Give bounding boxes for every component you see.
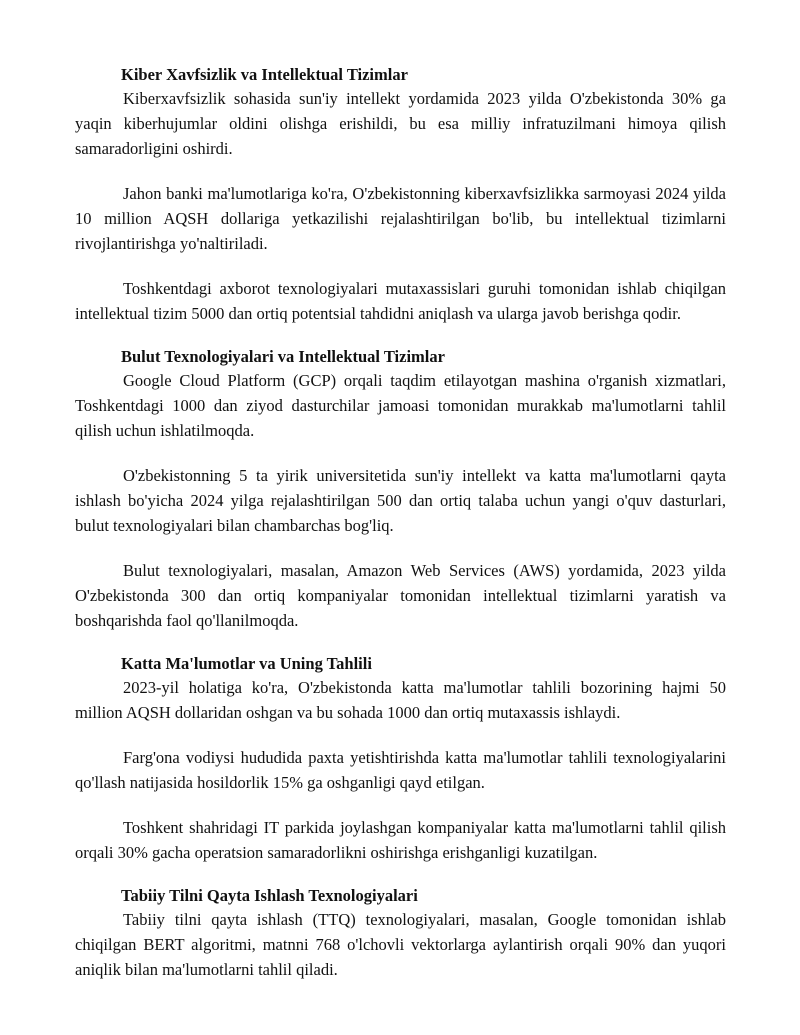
section-cloud [75,346,726,633]
paragraph: Toshkent shahridagi IT parkida joylashgan kompaniyalar katta ma'lumotlarni tahlil qilish orqali 30% gacha operatsion samaradorlikni oshirishga erishganligi kuzatilgan. [75,818,726,862]
paragraph: Google Cloud Platform (GCP) orqali taqdim etilayotgan mashina o'rganish xizmatlari, Toshkentdagi 1000 dan ziyod dasturchilar jamoasi tomonidan murakkab ma'lumotlarni tahlil qilish uchun ishlatilmoqda. [75,371,726,440]
paragraph: 2023-yil holatiga ko'ra, O'zbekistonda katta ma'lumotlar tahlili bozorining hajmi 50 million AQSH dollaridan oshgan va bu sohada 1000 dan ortiq mutaxassis ishlaydi. [75,678,726,722]
paragraph: Toshkentdagi axborot texnologiyalari mutaxassislari guruhi tomonidan ishlab chiqilgan intellektual tizim 5000 dan ortiq potentsial tahdidni aniqlash va ularga javob berishga qodir. [75,279,726,323]
section-heading: Kiber Xavfsizlik va Intellektual Tizimlar [121,65,408,84]
section-cybersecurity [75,64,726,326]
paragraph: Kiberxavfsizlik sohasida sun'iy intellekt yordamida 2023 yilda O'zbekistonda 30% ga yaqin kiberhujumlar oldini olishga erishildi, bu esa milliy infratuzilmani himoya qilish samaradorligini oshirdi. [75,89,726,158]
section-heading: Tabiiy Tilni Qayta Ishlash Texnologiyalari [121,886,418,905]
paragraph: Bulut texnologiyalari, masalan, Amazon Web Services (AWS) yordamida, 2023 yilda O'zbekistonda 300 dan ortiq kompaniyalar tomonidan intellektual tizimlarni yaratish va boshqarishda faol qo'llanilmoqda. [75,561,726,630]
section-heading: Bulut Texnologiyalari va Intellektual Tizimlar [121,347,445,366]
paragraph: Jahon banki ma'lumotlariga ko'ra, O'zbekistonning kiberxavfsizlikka sarmoyasi 2024 yilda 10 million AQSH dollariga yetkazilishi rejalashtirilgan bo'lib, bu intellektual tizimlarni rivojlantirishga yo'naltiriladi. [75,184,726,253]
section-heading: Katta Ma'lumotlar va Uning Tahlili [121,654,372,673]
paragraph: Farg'ona vodiysi hududida paxta yetishtirishda katta ma'lumotlar tahlili texnologiyalarini qo'llash natijasida hosildorlik 15% ga oshganligi qayd etilgan. [75,748,726,792]
document-page [75,64,726,1002]
section-nlp [75,885,726,982]
section-big-data [75,653,726,865]
paragraph: Tabiiy tilni qayta ishlash (TTQ) texnologiyalari, masalan, Google tomonidan ishlab chiqilgan BERT algoritmi, matnni 768 o'lchovli vektorlarga aylantirish orqali 90% dan yuqori aniqlik bilan ma'lumotlarni tahlil qiladi. [75,910,726,979]
paragraph: O'zbekistonning 5 ta yirik universitetida sun'iy intellekt va katta ma'lumotlarni qayta ishlash bo'yicha 2024 yilga rejalashtirilgan 500 dan ortiq talaba uchun yangi o'quv dasturlari, bulut texnologiyalari bilan chambarchas bog'liq. [75,466,726,535]
